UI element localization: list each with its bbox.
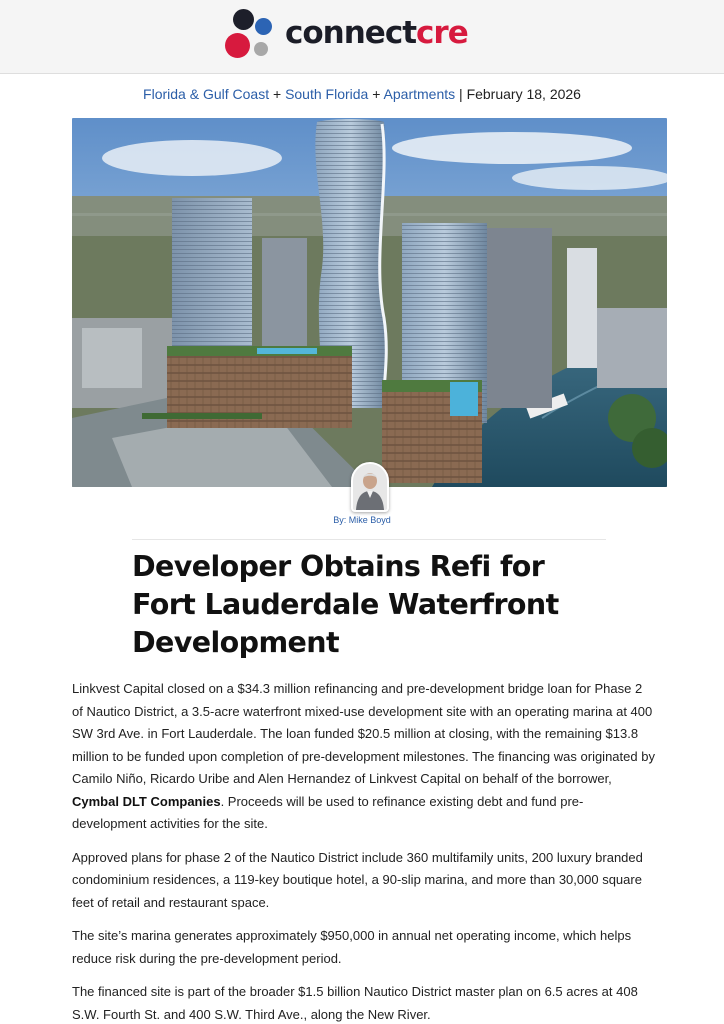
rendering-image [72,118,667,487]
title-divider [132,539,606,540]
site-header [0,0,724,74]
borrower-link[interactable]: Cymbal DLT Companies [72,793,221,809]
author-avatar[interactable] [351,462,389,512]
publish-date: February 18, 2026 [466,86,581,102]
category-joiner: + [272,86,282,102]
connectcre-logo[interactable] [224,8,494,64]
category-link-south-florida[interactable]: South Florida [285,86,369,102]
hero-image [72,118,667,487]
article-title: Developer Obtains Refi for Fort Lauderdale Waterfront Development [132,550,559,659]
logo-dots-icon [224,8,280,64]
article-paragraph: The site’s marina generates approximately $950,000 in annual net operating income, which helps reduce risk during the pre-development period. [72,928,632,966]
author-byline[interactable]: By: Mike Boyd [333,515,391,525]
category-link-apartments[interactable]: Apartments [383,86,456,102]
logo-wordmark: connectcre [285,15,468,51]
article-body [72,678,656,1024]
article-paragraph: Linkvest Capital closed on a $34.3 million refinancing and pre-development bridge loan for Phase 2 of Nautico District, a 3.5-acre waterfront mixed-use development site with an operating marina at 400 SW 3rd Ave. in Fort Lauderdale. The loan funded $20.5 million at closing, with the remaining $13.8 million to be funded upon completion of pre-development milestones. The financing was originated by Camilo Niño, Ricardo Uribe and Alen Hernandez of Linkvest Capital on behalf of the borrower, Cymbal DLT Companies. Proceeds will be used to refinance existing debt and fund pre-development activities for the site. [72,681,655,831]
category-link-florida-gulf-coast[interactable]: Florida & Gulf Coast [143,86,270,102]
article-paragraph: The financed site is part of the broader $1.5 billion Nautico District master plan on 6.5 acres at 408 S.W. Fourth St. and 400 S.W. Third Ave., along the New River. [72,984,638,1022]
category-joiner: + [372,86,381,102]
article-meta [0,86,724,102]
meta-separator: | [459,86,463,102]
article-paragraph: Approved plans for phase 2 of the Nautico District include 360 multifamily units, 200 luxury branded condominium residences, a 119-key boutique hotel, a 90-slip marina, and more than 30,000 square feet of retail and restaurant space. [72,849,643,910]
